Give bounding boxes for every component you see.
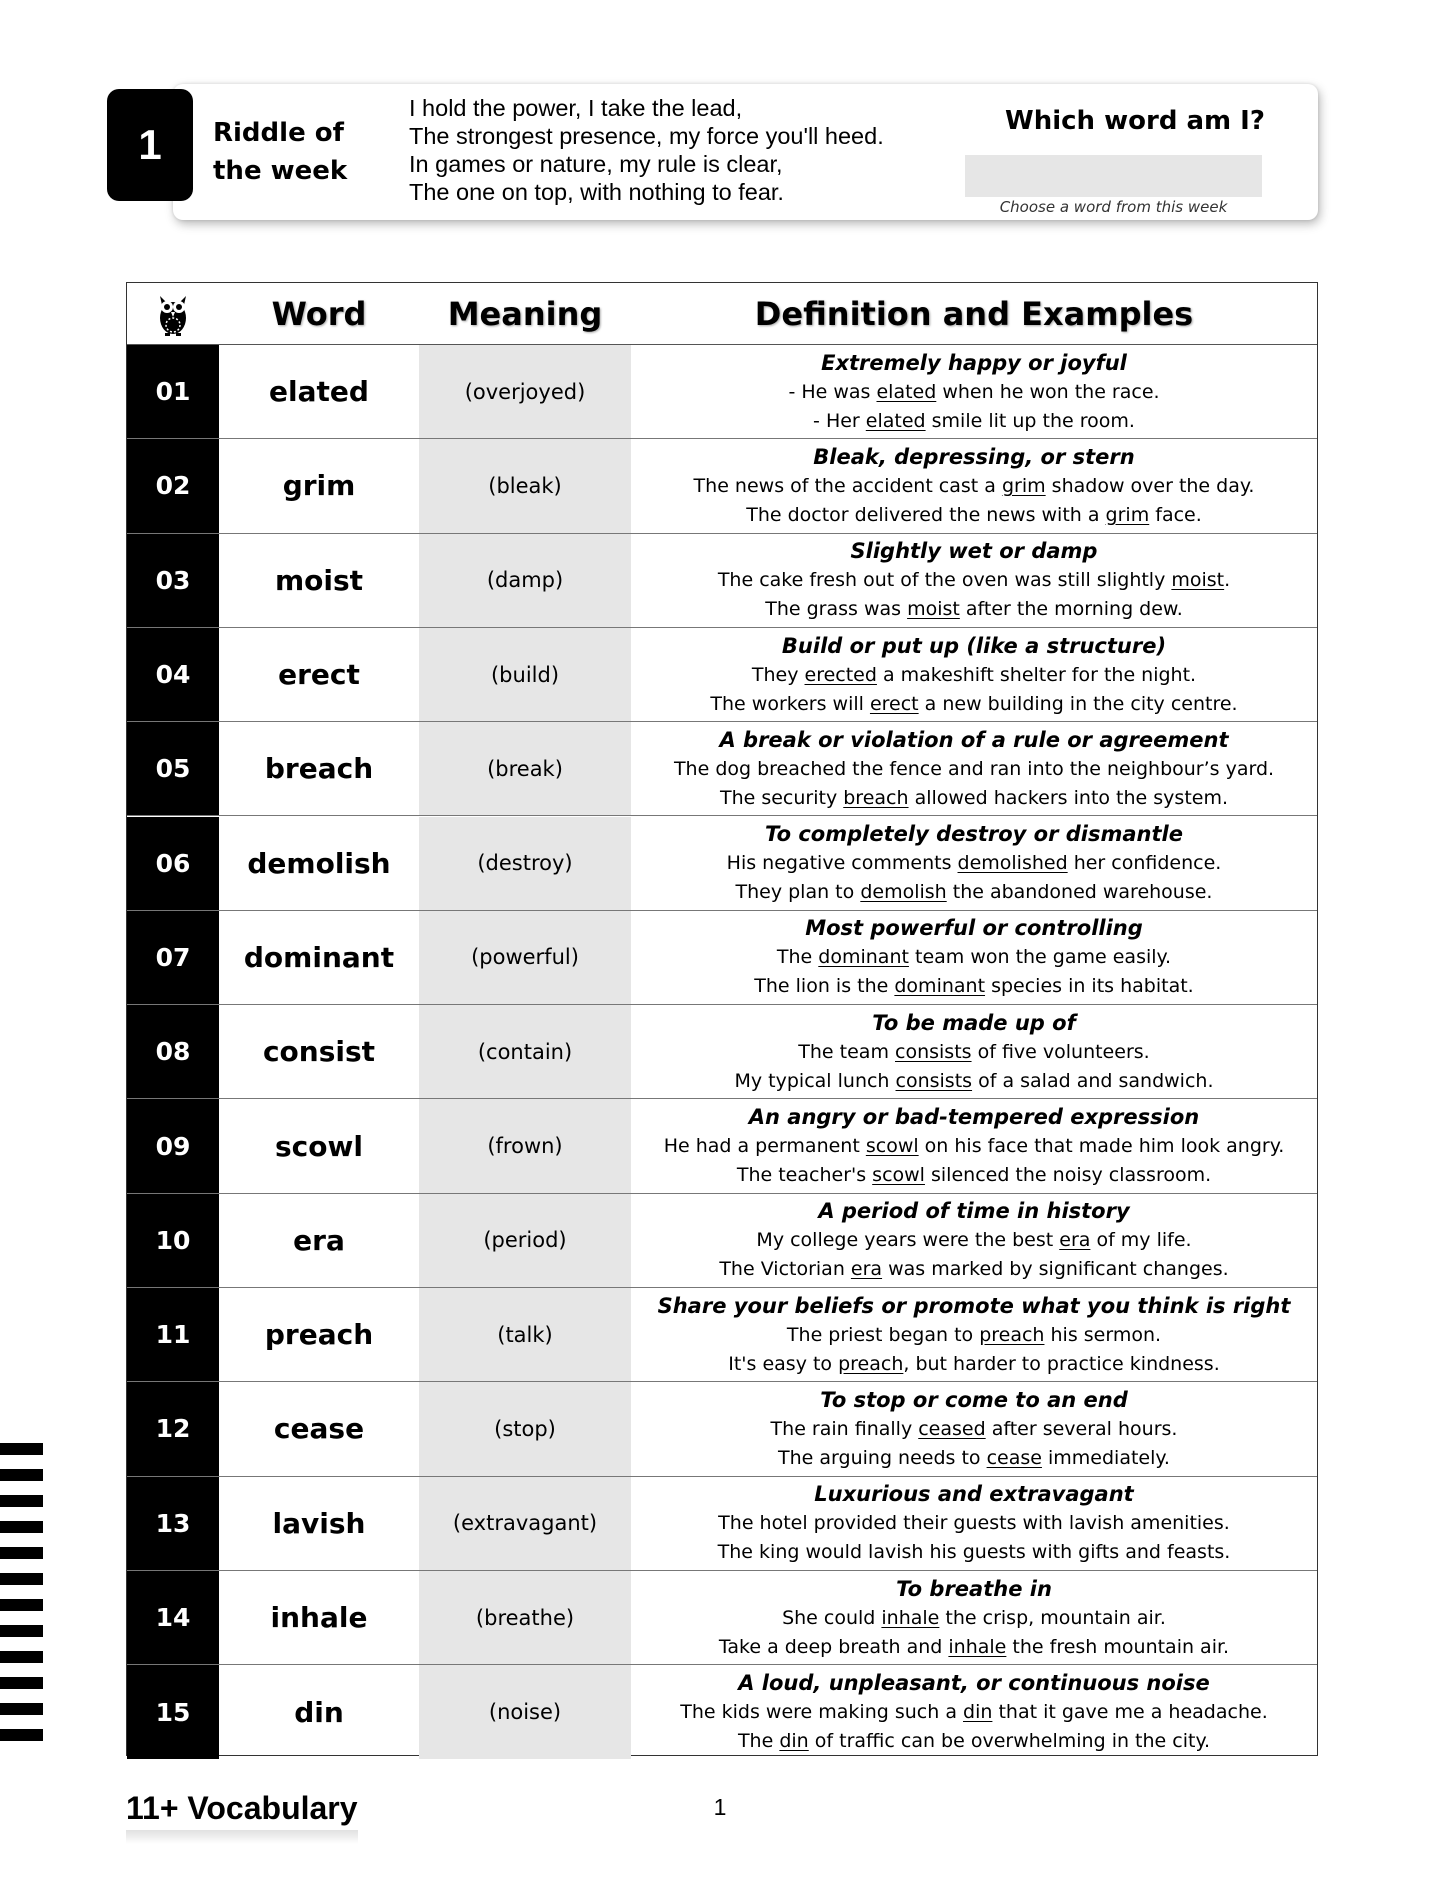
example-sentence: [718, 1509, 1230, 1538]
column-header-meaning: Meaning: [447, 295, 603, 333]
definition-title: Extremely happy or joyful: [821, 350, 1127, 375]
table-row: [127, 1665, 1317, 1759]
definition-cell: [631, 534, 1317, 627]
example-sentence: [720, 784, 1228, 813]
vocabulary-table: [126, 282, 1318, 1756]
definition-cell: [631, 1477, 1317, 1570]
example-text: , but harder to practice kindness.: [903, 1352, 1220, 1375]
table-row: [127, 1571, 1317, 1665]
example-text: The: [737, 1730, 780, 1753]
example-text: silenced the noisy classroom.: [924, 1164, 1212, 1187]
example-text: The workers will: [710, 692, 870, 715]
example-keyword: moist: [1171, 569, 1225, 592]
example-text: The news of the accident cast a: [693, 474, 1002, 497]
definition-cell: [631, 911, 1317, 1004]
vocab-meaning: (destroy): [419, 817, 631, 910]
owl-icon: [127, 283, 219, 345]
vocab-meaning: (powerful): [419, 911, 631, 1004]
example-keyword: demolished: [957, 852, 1068, 875]
stripe-bar: [0, 1495, 43, 1507]
row-number: 04: [127, 628, 219, 721]
column-header-definition: Definition and Examples: [754, 295, 1194, 333]
table-row: [127, 1194, 1317, 1288]
example-sentence: [813, 407, 1135, 436]
row-number: 07: [127, 911, 219, 1004]
example-text: The doctor delivered the news with a: [746, 503, 1106, 526]
example-keyword: demolish: [860, 881, 947, 904]
example-keyword: moist: [907, 598, 960, 621]
example-text: The grass was: [765, 598, 908, 621]
row-number: 03: [127, 534, 219, 627]
definition-cell: [631, 439, 1317, 532]
example-text: when he won the race.: [936, 380, 1160, 403]
table-row: [127, 345, 1317, 439]
example-sentence: [735, 1067, 1214, 1096]
example-keyword: consists: [895, 1040, 972, 1063]
row-number: 11: [127, 1288, 219, 1381]
example-keyword: din: [963, 1701, 993, 1724]
row-number: 13: [127, 1477, 219, 1570]
example-text: her confidence.: [1067, 852, 1222, 875]
vocab-meaning: (overjoyed): [419, 345, 631, 438]
vocab-meaning: (talk): [419, 1288, 631, 1381]
riddle-question: Which word am I?: [1005, 106, 1265, 136]
definition-cell: [631, 1005, 1317, 1098]
vocab-meaning: (stop): [419, 1382, 631, 1475]
example-keyword: scowl: [872, 1164, 925, 1187]
vocab-word: cease: [273, 1412, 365, 1446]
table-row: [127, 439, 1317, 533]
page-number: 1: [713, 1794, 727, 1820]
example-keyword: dominant: [894, 975, 986, 998]
vocab-word: din: [294, 1695, 344, 1729]
example-sentence: [710, 690, 1237, 719]
table-row: [127, 1477, 1317, 1571]
example-keyword: erected: [804, 663, 877, 686]
poem-line: The one on top, with nothing to fear.: [409, 179, 784, 205]
example-text: .: [1224, 569, 1231, 592]
example-sentence: [771, 1415, 1178, 1444]
vocab-word: preach: [264, 1318, 374, 1352]
column-header-word: Word: [271, 295, 367, 333]
example-text: His negative comments: [726, 852, 958, 875]
example-text: a makeshift shelter for the night.: [876, 663, 1197, 686]
example-text: team won the game easily.: [908, 946, 1172, 969]
example-keyword: era: [1059, 1229, 1091, 1252]
example-text: The teacher's: [736, 1164, 873, 1187]
example-text: The: [776, 946, 819, 969]
example-sentence: [719, 1633, 1229, 1662]
example-text: was marked by significant changes.: [882, 1258, 1229, 1281]
vocab-meaning: (extravagant): [419, 1477, 631, 1570]
definition-title: A break or violation of a rule or agreement: [719, 727, 1229, 752]
vocab-word: scowl: [275, 1129, 363, 1163]
example-sentence: [798, 1038, 1149, 1067]
definition-title: Build or put up (like a structure): [781, 633, 1167, 658]
table-row: [127, 1382, 1317, 1476]
definition-title: An angry or bad-tempered expression: [748, 1105, 1200, 1130]
example-text: after the morning dew.: [959, 598, 1183, 621]
example-sentence: [694, 472, 1255, 501]
vocab-meaning: (build): [419, 628, 631, 721]
row-number: 08: [127, 1005, 219, 1098]
example-text: species in its habitat.: [985, 975, 1194, 998]
example-text: a new building in the city centre.: [918, 692, 1238, 715]
example-keyword: grim: [1001, 474, 1046, 497]
vocab-meaning: (bleak): [419, 439, 631, 532]
example-text: on his face that made him look angry.: [918, 1135, 1285, 1158]
example-keyword: grim: [1105, 503, 1150, 526]
example-sentence: [674, 755, 1274, 784]
vocab-word: breach: [264, 752, 374, 786]
definition-cell: [631, 722, 1317, 815]
table-header: [127, 283, 1317, 345]
stripe-bar: [0, 1677, 43, 1689]
example-keyword: erect: [869, 692, 919, 715]
poem-line: I hold the power, I take the lead,: [409, 95, 743, 121]
example-sentence: [777, 943, 1171, 972]
example-text: The hotel provided their guests with lavish amenities.: [718, 1512, 1230, 1535]
example-sentence: [754, 972, 1193, 1001]
row-number: 06: [127, 817, 219, 910]
table-row: [127, 1288, 1317, 1382]
stripe-bar: [0, 1625, 43, 1637]
example-text: It's easy to: [728, 1352, 839, 1375]
riddle-title: Riddle of the week: [213, 118, 348, 186]
example-text: They plan to: [735, 881, 861, 904]
definition-title: To stop or come to an end: [820, 1387, 1128, 1412]
example-text: face.: [1149, 503, 1202, 526]
example-text: - He was: [788, 380, 877, 403]
definition-title: To be made up of: [872, 1010, 1076, 1035]
example-text: Take a deep breath and: [718, 1635, 949, 1658]
definition-cell: [631, 1099, 1317, 1192]
definition-cell: [631, 345, 1317, 438]
row-number: 01: [127, 345, 219, 438]
vocab-word: elated: [269, 375, 369, 409]
example-text: The king would lavish his guests with gifts and feasts.: [717, 1541, 1231, 1564]
riddle-poem: [409, 94, 929, 206]
definition-cell: [631, 1665, 1317, 1759]
definition-cell: [631, 628, 1317, 721]
example-text: The security: [719, 786, 844, 809]
riddle-number-badge: 1: [107, 89, 193, 201]
vocab-meaning: (breathe): [419, 1571, 631, 1664]
example-text: of traffic can be overwhelming in the city.: [808, 1730, 1211, 1753]
vocab-word: lavish: [272, 1506, 366, 1540]
example-sentence: [728, 1350, 1220, 1379]
example-keyword: era: [850, 1258, 883, 1281]
example-sentence: [765, 595, 1183, 624]
example-keyword: ceased: [918, 1417, 986, 1440]
example-text: the crisp, mountain air.: [939, 1606, 1166, 1629]
example-text: of my life.: [1090, 1229, 1192, 1252]
stripe-bar: [0, 1599, 43, 1611]
stripe-bar: [0, 1443, 43, 1455]
example-keyword: breach: [843, 786, 909, 809]
example-keyword: consists: [895, 1069, 973, 1092]
example-text: My college years were the best: [756, 1229, 1060, 1252]
definition-cell: [631, 1194, 1317, 1287]
example-sentence: [782, 1604, 1166, 1633]
example-sentence: [778, 1444, 1170, 1473]
example-keyword: inhale: [948, 1635, 1007, 1658]
riddle-card: [173, 84, 1318, 220]
definition-title: A loud, unpleasant, or continuous noise: [738, 1671, 1210, 1696]
stripe-bar: [0, 1729, 43, 1741]
example-text: The team: [798, 1040, 895, 1063]
vocab-meaning: (break): [419, 722, 631, 815]
example-text: The arguing needs to: [778, 1446, 987, 1469]
vocab-word: demolish: [247, 846, 391, 880]
example-sentence: [719, 1255, 1228, 1284]
definition-title: Most powerful or controlling: [805, 916, 1143, 941]
vocab-word: erect: [278, 658, 360, 692]
example-keyword: scowl: [865, 1135, 919, 1158]
example-text: The cake fresh out of the oven was still slightly: [717, 569, 1172, 592]
table-row: [127, 817, 1317, 911]
stripe-bar: [0, 1547, 43, 1559]
side-stripes: [0, 1443, 45, 1753]
example-text: after several hours.: [985, 1417, 1178, 1440]
example-text: his sermon.: [1044, 1323, 1162, 1346]
vocab-meaning: (frown): [419, 1099, 631, 1192]
definition-title: To completely destroy or dismantle: [765, 822, 1183, 847]
example-text: The rain finally: [770, 1417, 919, 1440]
example-text: of a salad and sandwich.: [972, 1069, 1214, 1092]
example-text: My typical lunch: [734, 1069, 896, 1092]
example-text: The lion is the: [754, 975, 895, 998]
example-sentence: [746, 501, 1202, 530]
example-keyword: preach: [838, 1352, 904, 1375]
example-keyword: preach: [979, 1323, 1045, 1346]
definition-cell: [631, 1571, 1317, 1664]
definition-title: A period of time in history: [818, 1199, 1130, 1224]
table-row: [127, 628, 1317, 722]
row-number: 02: [127, 439, 219, 532]
definition-cell: [631, 1288, 1317, 1381]
vocab-meaning: (contain): [419, 1005, 631, 1098]
example-text: shadow over the day.: [1045, 474, 1255, 497]
table-row: [127, 722, 1317, 816]
example-sentence: [788, 378, 1159, 407]
example-text: that it gave me a headache.: [992, 1701, 1268, 1724]
example-text: allowed hackers into the system.: [908, 786, 1229, 809]
vocab-meaning: (period): [419, 1194, 631, 1287]
row-number: 09: [127, 1099, 219, 1192]
row-number: 10: [127, 1194, 219, 1287]
definition-title: Bleak, depressing, or stern: [813, 444, 1135, 469]
vocab-word: consist: [262, 1035, 376, 1069]
example-text: the fresh mountain air.: [1006, 1635, 1230, 1658]
example-text: The dog breached the fence and ran into the neighbour’s yard.: [673, 757, 1275, 780]
vocab-word: grim: [282, 469, 356, 503]
example-keyword: inhale: [881, 1606, 940, 1629]
example-keyword: dominant: [818, 946, 909, 969]
vocab-word: dominant: [243, 940, 395, 974]
example-text: They: [751, 663, 805, 686]
example-text: He had a permanent: [663, 1135, 866, 1158]
vocab-word: era: [293, 1223, 345, 1257]
stripe-bar: [0, 1651, 43, 1663]
example-sentence: [664, 1132, 1285, 1161]
example-sentence: [752, 661, 1196, 690]
vocab-meaning: (noise): [419, 1665, 631, 1759]
answer-field[interactable]: [965, 155, 1262, 197]
row-number: 12: [127, 1382, 219, 1475]
stripe-bar: [0, 1521, 43, 1533]
stripe-bar: [0, 1573, 43, 1585]
example-keyword: elated: [865, 409, 926, 432]
example-sentence: [736, 878, 1213, 907]
definition-title: To breathe in: [896, 1576, 1052, 1601]
definition-title: Share your beliefs or promote what you think is right: [657, 1293, 1291, 1318]
example-text: The priest began to: [786, 1323, 980, 1346]
example-text: smile lit up the room.: [925, 409, 1135, 432]
example-sentence: [787, 1321, 1161, 1350]
example-text: the abandoned warehouse.: [946, 881, 1213, 904]
vocab-meaning: (damp): [419, 534, 631, 627]
row-number: 14: [127, 1571, 219, 1664]
example-sentence: [738, 1727, 1210, 1756]
example-text: The kids were making such a: [680, 1701, 964, 1724]
stripe-bar: [0, 1703, 43, 1715]
definition-cell: [631, 817, 1317, 910]
table-row: [127, 1099, 1317, 1193]
footer-title: 11+ Vocabulary: [126, 1790, 358, 1826]
table-row: [127, 911, 1317, 1005]
example-text: The Victorian: [719, 1258, 851, 1281]
example-text: - Her: [813, 409, 866, 432]
table-row: [127, 534, 1317, 628]
example-text: immediately.: [1041, 1446, 1170, 1469]
table-row: [127, 1005, 1317, 1099]
example-keyword: cease: [986, 1446, 1042, 1469]
row-number: 15: [127, 1665, 219, 1759]
answer-hint: Choose a word from this week: [999, 198, 1228, 216]
row-number: 05: [127, 722, 219, 815]
definition-cell: [631, 1382, 1317, 1475]
example-sentence: [718, 566, 1230, 595]
stripe-bar: [0, 1469, 43, 1481]
example-sentence: [727, 849, 1222, 878]
definition-title: Luxurious and extravagant: [814, 1482, 1134, 1507]
example-sentence: [718, 1538, 1231, 1567]
example-keyword: din: [779, 1730, 809, 1753]
vocab-word: inhale: [270, 1601, 368, 1635]
poem-line: In games or nature, my rule is clear,: [409, 151, 783, 177]
definition-title: Slightly wet or damp: [850, 539, 1098, 564]
example-keyword: elated: [876, 380, 937, 403]
poem-line: The strongest presence, my force you'll heed.: [409, 123, 884, 149]
vocab-word: moist: [274, 563, 364, 597]
example-sentence: [737, 1161, 1211, 1190]
example-sentence: [756, 1226, 1191, 1255]
example-sentence: [680, 1698, 1267, 1727]
example-text: of five volunteers.: [971, 1040, 1150, 1063]
example-text: She could: [782, 1606, 882, 1629]
